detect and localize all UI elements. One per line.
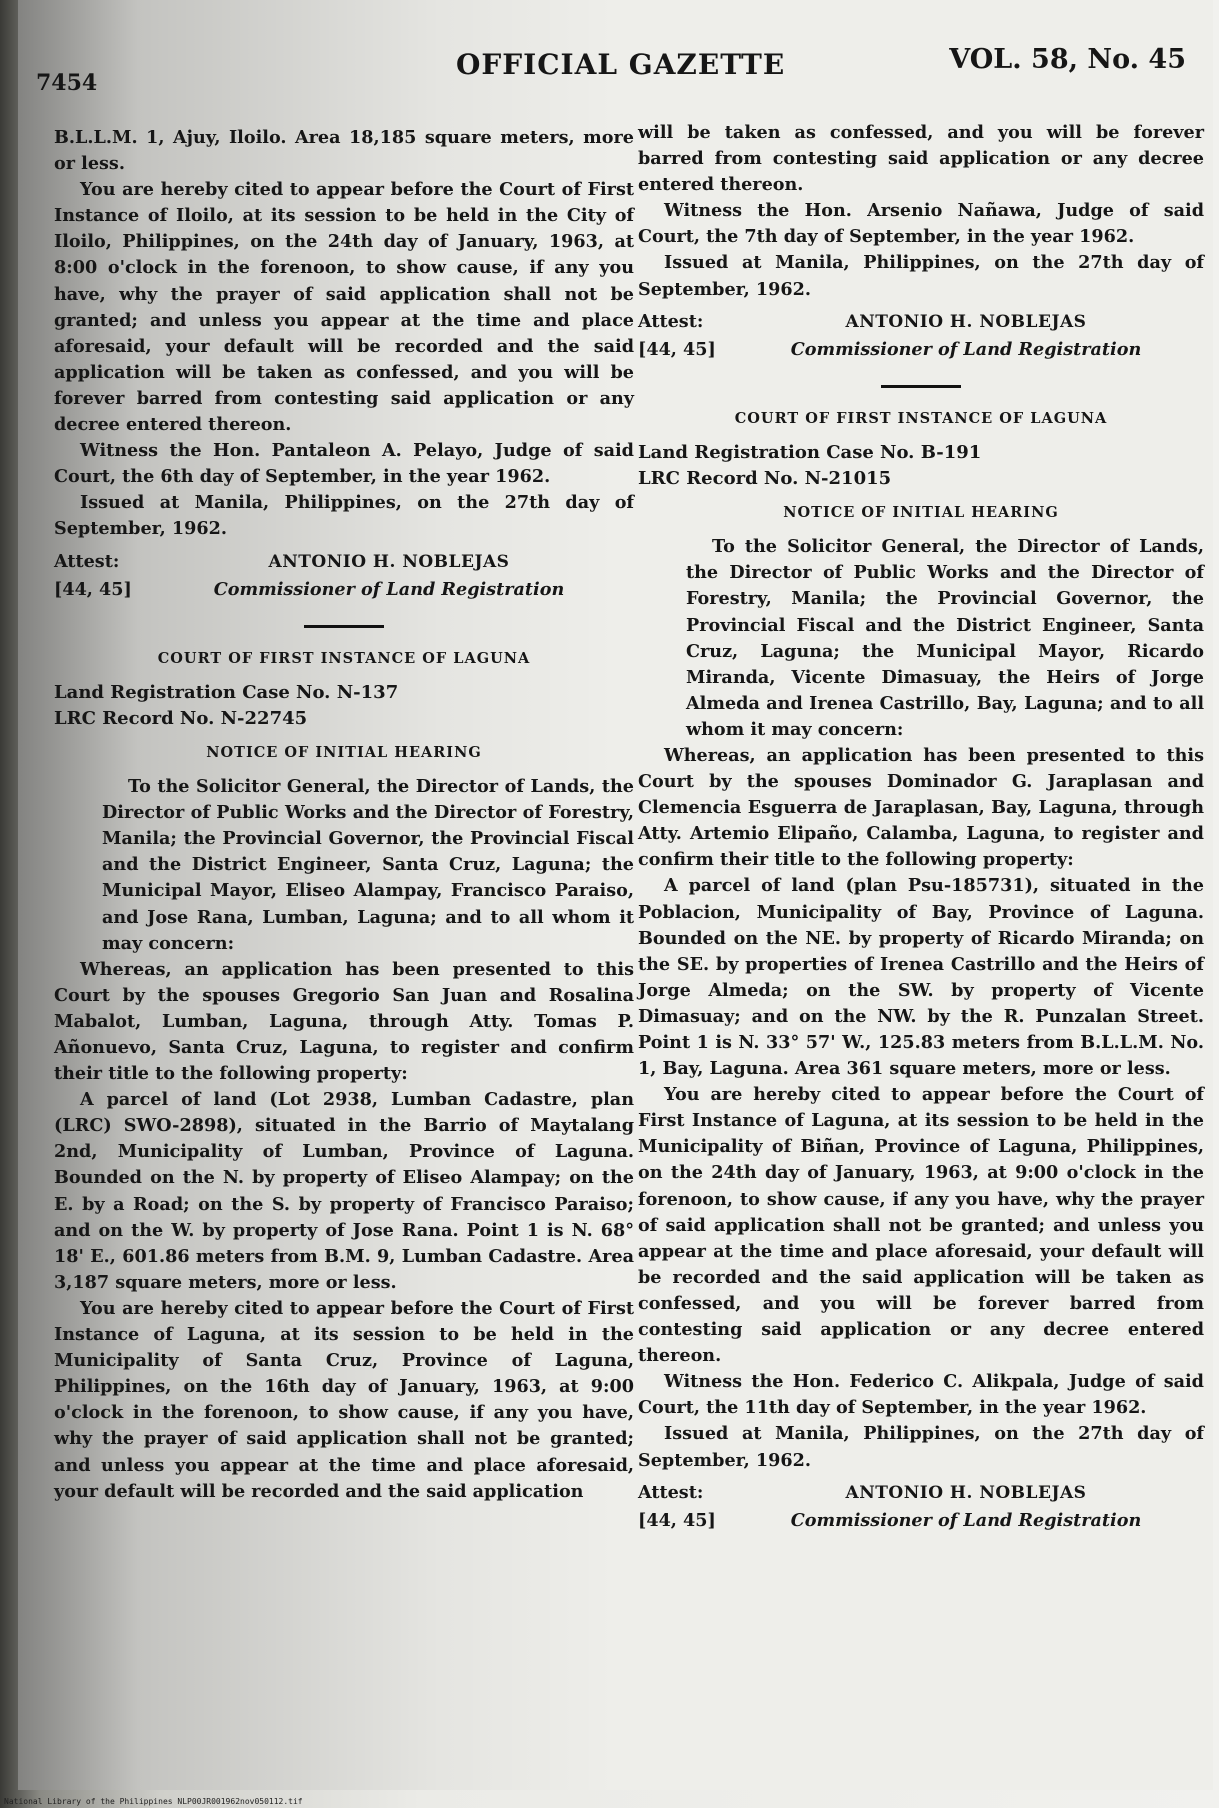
case-number: Land Registration Case No. B-191: [638, 441, 982, 463]
signatory-title: Commissioner of Land Registration: [790, 1509, 1142, 1531]
attestation-block: [638, 309, 1204, 363]
gazette-page: [18, 0, 1213, 1790]
paragraph: B.L.L.M. 1, Ajuy, Iloilo. Area 18,185 square meters, more or less.: [54, 127, 634, 175]
section-divider: [881, 385, 961, 388]
signatory-name: ANTONIO H. NOBLEJAS: [845, 1482, 1087, 1503]
left-column: [54, 125, 634, 1505]
lrc-record: LRC Record No. N-22745: [54, 707, 308, 729]
attest-label: Attest:: [638, 1481, 704, 1503]
page-number: 7454: [36, 70, 98, 96]
signatory-title: Commissioner of Land Registration: [213, 578, 565, 600]
signatory-name: ANTONIO H. NOBLEJAS: [268, 551, 510, 572]
paragraph: Witness the Hon. Federico C. Alikpala, Judge of said Court, the 11th day of September, in the year 1962.: [638, 1371, 1204, 1419]
court-heading: COURT OF FIRST INSTANCE OF LAGUNA: [734, 409, 1108, 427]
right-column: [638, 120, 1204, 1534]
issue-reference: [44, 45]: [54, 578, 132, 600]
paragraph: Witness the Hon. Pantaleon A. Pelayo, Judge of said Court, the 6th day of September, in the year 1962.: [54, 440, 634, 488]
addressee: To the Solicitor General, the Director of Lands, the Director of Public Works and the Director of Forestry, Manila; the Provincial Governor, the Provincial Fiscal and the District Engineer, Santa Cruz, Laguna; the Municipal Mayor, Ricardo Miranda, Vicente Dimasuay, the Heirs of Jorge Almeda and Irenea Castrillo, Bay, Laguna; and to all whom it may concern:: [686, 536, 1204, 740]
paragraph: Whereas, an application has been presented to this Court by the spouses Dominador G. Jaraplasan and Clemencia Esguerra de Jaraplasan, Bay, Laguna, through Atty. Artemio Elipaño, Calamba, Laguna, to register and confirm their title to the following property:: [638, 744, 1204, 871]
issue-reference: [44, 45]: [638, 338, 716, 360]
issue-reference: [44, 45]: [638, 1509, 716, 1531]
paragraph: You are hereby cited to appear before the Court of First Instance of Laguna, at its session to be held in the Municipality of Santa Cruz, Province of Laguna, Philippines, on the 16th day of January, 1963, at 9:00 o'clock in the forenoon, to show cause, if any you have, why the prayer of said application shall not be granted; and unless you appear at the time and place aforesaid, your default will be recorded and the said application: [54, 1297, 634, 1502]
paragraph: Whereas, an application has been presented to this Court by the spouses Gregorio San Juan and Rosalina Mabalot, Lumban, Laguna, through Atty. Tomas P. Añonuevo, Santa Cruz, Laguna, to register and confirm their title to the following property:: [54, 958, 634, 1085]
case-number: Land Registration Case No. N-137: [54, 681, 399, 703]
paragraph: A parcel of land (Lot 2938, Lumban Cadastre, plan (LRC) SWO-2898), situated in the Barrio of Maytalang 2nd, Municipality of Lumban, Province of Laguna. Bounded on the N. by property of Eliseo Alampay; on the E. by a Road; on the S. by property of Francisco Paraiso; and on the W. by property of Jose Rana. Point 1 is N. 68° 18' E., 601.86 meters from B.M. 9, Lumban Cadastre. Area 3,187 square meters, more or less.: [54, 1089, 634, 1293]
addressee: To the Solicitor General, the Director of Lands, the Director of Public Works and the Director of Forestry, Manila; the Provincial Governor, the Provincial Fiscal and the District Engineer, Santa Cruz, Laguna; the Municipal Mayor, Eliseo Alampay, Francisco Paraiso, and Jose Rana, Lumban, Laguna; and to all whom it may concern:: [102, 776, 634, 954]
paragraph: A parcel of land (plan Psu-185731), situated in the Poblacion, Municipality of Bay, Province of Laguna. Bounded on the NE. by property of Ricardo Miranda; on the SE. by properties of Irenea Castrillo and the Heirs of Jorge Almeda; on the SW. by property of Vicente Dimasuay; and on the NW. by the R. Punzalan Street. Point 1 is N. 33° 57' W., 125.83 meters from B.L.L.M. No. 1, Bay, Laguna. Area 361 square meters, more or less.: [638, 875, 1204, 1080]
attest-label: Attest:: [638, 310, 704, 332]
notice-heading: NOTICE OF INITIAL HEARING: [783, 504, 1059, 522]
paragraph: You are hereby cited to appear before the Court of First Instance of Laguna, at its session to be held in the Municipality of Biñan, Province of Laguna, Philippines, on the 24th day of January, 1963, at 9:00 o'clock in the forenoon, to show cause, if any you have, why the prayer of said application shall not be granted; and unless you appear at the time and place aforesaid, your default will be recorded and the said application will be taken as confessed, and you will be forever barred from contesting said application or any decree entered thereon.: [638, 1084, 1204, 1367]
signatory-name: ANTONIO H. NOBLEJAS: [845, 311, 1087, 332]
page-header: [36, 44, 1186, 94]
volume-issue: VOL. 58, No. 45: [949, 44, 1186, 75]
publication-title: OFFICIAL GAZETTE: [456, 48, 786, 81]
court-heading: COURT OF FIRST INSTANCE OF LAGUNA: [157, 649, 531, 667]
section-divider: [304, 625, 384, 628]
paragraph: Witness the Hon. Arsenio Nañawa, Judge of said Court, the 7th day of September, in the year 1962.: [638, 200, 1204, 248]
lrc-record: LRC Record No. N-21015: [638, 468, 892, 490]
paragraph: Issued at Manila, Philippines, on the 27th day of September, 1962.: [54, 492, 634, 540]
paragraph: You are hereby cited to appear before the Court of First Instance of Iloilo, at its session to be held in the City of Iloilo, Philippines, on the 24th day of January, 1963, at 8:00 o'clock in the forenoon, to show cause, if any you have, why the prayer of said application shall not be granted; and unless you appear at the time and place aforesaid, your default will be recorded and the said application will be taken as confessed, and you will be forever barred from contesting said application or any decree entered thereon.: [54, 179, 634, 436]
paragraph: Issued at Manila, Philippines, on the 27th day of September, 1962.: [638, 1423, 1204, 1471]
paragraph: will be taken as confessed, and you will be forever barred from contesting said application or any decree entered thereon.: [638, 122, 1204, 196]
archive-stamp: National Library of the Philippines NLP00JR001962nov050112.tif: [4, 1797, 303, 1806]
attest-label: Attest:: [54, 550, 120, 572]
attestation-block: [54, 549, 634, 603]
attestation-block: [638, 1480, 1204, 1534]
signatory-title: Commissioner of Land Registration: [790, 338, 1142, 360]
notice-heading: NOTICE OF INITIAL HEARING: [206, 743, 482, 761]
paragraph: Issued at Manila, Philippines, on the 27th day of September, 1962.: [638, 252, 1204, 300]
